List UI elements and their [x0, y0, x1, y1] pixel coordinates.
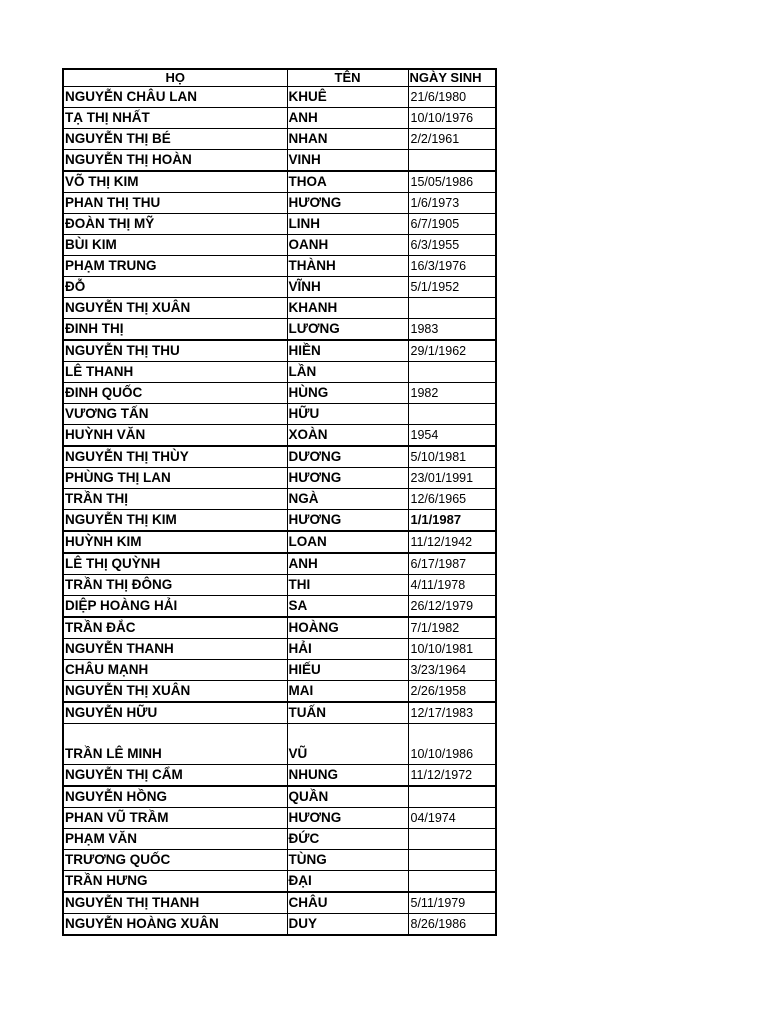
cell-ngay-sinh[interactable]: 6/17/1987 — [408, 553, 496, 575]
cell-ngay-sinh[interactable]: 2/2/1961 — [408, 129, 496, 150]
cell-ngay-sinh[interactable]: 1/1/1987 — [408, 510, 496, 532]
cell-ho[interactable]: ĐỖ — [63, 277, 287, 298]
cell-ten[interactable]: VŨ — [287, 724, 408, 765]
cell-ngay-sinh[interactable] — [408, 786, 496, 808]
table-row — [63, 681, 496, 703]
cell-ngay-sinh[interactable]: 1983 — [408, 319, 496, 341]
cell-ngay-sinh[interactable]: 29/1/1962 — [408, 340, 496, 362]
cell-ten[interactable]: LƯƠNG — [287, 319, 408, 341]
cell-ngay-sinh[interactable]: 1982 — [408, 383, 496, 404]
cell-ten[interactable]: QUẦN — [287, 786, 408, 808]
cell-ten[interactable]: MAI — [287, 681, 408, 703]
cell-ho[interactable]: ĐINH THỊ — [63, 319, 287, 341]
cell-ten[interactable]: LOAN — [287, 531, 408, 553]
table-row — [63, 786, 496, 808]
cell-ho[interactable]: LÊ THỊ QUỲNH — [63, 553, 287, 575]
cell-ho[interactable]: NGUYỄN HỮU — [63, 702, 287, 724]
table-row — [63, 235, 496, 256]
cell-ten[interactable]: HƯƠNG — [287, 193, 408, 214]
table-row — [63, 150, 496, 172]
table-row — [63, 660, 496, 681]
cell-ngay-sinh[interactable]: 10/10/1986 — [408, 724, 496, 765]
cell-ten[interactable]: NHAN — [287, 129, 408, 150]
cell-ho[interactable]: NGUYỄN THỊ KIM — [63, 510, 287, 532]
cell-ngay-sinh[interactable]: 15/05/1986 — [408, 171, 496, 193]
table-row — [63, 171, 496, 193]
cell-ngay-sinh[interactable]: 7/1/1982 — [408, 617, 496, 639]
table-row — [63, 829, 496, 850]
cell-ten[interactable]: ĐỨC — [287, 829, 408, 850]
cell-ngay-sinh[interactable]: 04/1974 — [408, 808, 496, 829]
cell-ten[interactable]: DUY — [287, 914, 408, 936]
cell-ngay-sinh[interactable]: 11/12/1972 — [408, 765, 496, 787]
cell-ten[interactable]: THOA — [287, 171, 408, 193]
cell-ngay-sinh[interactable] — [408, 298, 496, 319]
cell-ten[interactable]: HÙNG — [287, 383, 408, 404]
cell-ten[interactable]: LẦN — [287, 362, 408, 383]
cell-ngay-sinh[interactable] — [408, 829, 496, 850]
table-row — [63, 914, 496, 936]
cell-ho[interactable]: PHẠM TRUNG — [63, 256, 287, 277]
cell-ten[interactable]: DƯƠNG — [287, 446, 408, 468]
table-row — [63, 87, 496, 108]
table-row — [63, 510, 496, 532]
cell-ho[interactable]: NGUYỄN THỊ XUÂN — [63, 298, 287, 319]
table-row — [63, 214, 496, 235]
cell-ten[interactable]: KHUÊ — [287, 87, 408, 108]
table-row — [63, 724, 496, 765]
cell-ngay-sinh[interactable]: 11/12/1942 — [408, 531, 496, 553]
table-row — [63, 108, 496, 129]
table-row — [63, 468, 496, 489]
cell-ngay-sinh[interactable]: 10/10/1981 — [408, 639, 496, 660]
table-row — [63, 425, 496, 447]
cell-ten[interactable]: XOÀN — [287, 425, 408, 447]
cell-ngay-sinh[interactable]: 2/26/1958 — [408, 681, 496, 703]
cell-ten[interactable]: HƯƠNG — [287, 510, 408, 532]
cell-ten[interactable]: LINH — [287, 214, 408, 235]
cell-ho[interactable]: LÊ THANH — [63, 362, 287, 383]
cell-ngay-sinh[interactable]: 5/1/1952 — [408, 277, 496, 298]
cell-ho[interactable]: PHAN THỊ THU — [63, 193, 287, 214]
cell-ho[interactable]: VÕ THỊ KIM — [63, 171, 287, 193]
cell-ho[interactable]: NGUYỄN CHÂU LAN — [63, 87, 287, 108]
table-row — [63, 531, 496, 553]
cell-ten[interactable]: ANH — [287, 108, 408, 129]
cell-ho[interactable]: TRẦN LÊ MINH — [63, 724, 287, 765]
cell-ho[interactable]: BÙI KIM — [63, 235, 287, 256]
table-row — [63, 404, 496, 425]
cell-ho[interactable]: NGUYỄN HOÀNG XUÂN — [63, 914, 287, 936]
table-row — [63, 298, 496, 319]
cell-ten[interactable]: THÀNH — [287, 256, 408, 277]
cell-ho[interactable]: TRẦN THỊ — [63, 489, 287, 510]
cell-ho[interactable]: ĐOÀN THỊ MỸ — [63, 214, 287, 235]
cell-ngay-sinh[interactable] — [408, 404, 496, 425]
cell-ten[interactable]: NGÀ — [287, 489, 408, 510]
cell-ngay-sinh[interactable]: 5/11/1979 — [408, 892, 496, 914]
cell-ngay-sinh[interactable]: 4/11/1978 — [408, 575, 496, 596]
cell-ten[interactable]: CHÂU — [287, 892, 408, 914]
cell-ho[interactable]: NGUYỄN THỊ XUÂN — [63, 681, 287, 703]
cell-ten[interactable]: NHUNG — [287, 765, 408, 787]
cell-ngay-sinh[interactable]: 21/6/1980 — [408, 87, 496, 108]
table-row — [63, 575, 496, 596]
table-row — [63, 553, 496, 575]
cell-ten[interactable]: TÙNG — [287, 850, 408, 871]
cell-ten[interactable]: HOÀNG — [287, 617, 408, 639]
cell-ho[interactable]: PHÙNG THỊ LAN — [63, 468, 287, 489]
table-row — [63, 277, 496, 298]
cell-ten[interactable]: VĨNH — [287, 277, 408, 298]
table-row — [63, 193, 496, 214]
header-ho[interactable]: HỌ — [63, 69, 287, 87]
cell-ngay-sinh[interactable]: 1954 — [408, 425, 496, 447]
cell-ten[interactable]: HIỀN — [287, 340, 408, 362]
header-ten[interactable]: TÊN — [287, 69, 408, 87]
table-row — [63, 383, 496, 404]
cell-ten[interactable]: HƯƠNG — [287, 808, 408, 829]
cell-ho[interactable]: PHẠM VĂN — [63, 829, 287, 850]
cell-ngay-sinh[interactable]: 16/3/1976 — [408, 256, 496, 277]
header-row — [63, 69, 496, 87]
cell-ho[interactable]: TRẦN HƯNG — [63, 871, 287, 893]
cell-ngay-sinh[interactable]: 6/3/1955 — [408, 235, 496, 256]
table-row — [63, 129, 496, 150]
cell-ngay-sinh[interactable] — [408, 362, 496, 383]
table-row — [63, 319, 496, 341]
table-row — [63, 702, 496, 724]
cell-ngay-sinh[interactable]: 8/26/1986 — [408, 914, 496, 936]
cell-ten[interactable]: TUẤN — [287, 702, 408, 724]
cell-ten[interactable]: HỮU — [287, 404, 408, 425]
cell-ngay-sinh[interactable]: 1/6/1973 — [408, 193, 496, 214]
cell-ho[interactable]: NGUYỄN THỊ HOÀN — [63, 150, 287, 172]
cell-ten[interactable]: HIẾU — [287, 660, 408, 681]
cell-ho[interactable]: NGUYỄN THỊ BÉ — [63, 129, 287, 150]
cell-ho[interactable]: TRẦN THỊ ĐÔNG — [63, 575, 287, 596]
cell-ho[interactable]: CHÂU MẠNH — [63, 660, 287, 681]
cell-ngay-sinh[interactable]: 10/10/1976 — [408, 108, 496, 129]
table-row — [63, 596, 496, 618]
table-row — [63, 850, 496, 871]
table-row — [63, 871, 496, 893]
table-row — [63, 639, 496, 660]
table-row — [63, 362, 496, 383]
cell-ho[interactable]: NGUYỄN THỊ THANH — [63, 892, 287, 914]
cell-ten[interactable]: ANH — [287, 553, 408, 575]
cell-ho[interactable]: NGUYỄN THỊ CẨM — [63, 765, 287, 787]
cell-ho[interactable]: VƯƠNG TẤN — [63, 404, 287, 425]
cell-ho[interactable]: PHAN VŨ TRẦM — [63, 808, 287, 829]
cell-ngay-sinh[interactable]: 12/17/1983 — [408, 702, 496, 724]
cell-ho[interactable]: HUỲNH KIM — [63, 531, 287, 553]
cell-ngay-sinh[interactable] — [408, 150, 496, 172]
cell-ngay-sinh[interactable]: 6/7/1905 — [408, 214, 496, 235]
table-row — [63, 765, 496, 787]
cell-ngay-sinh[interactable]: 23/01/1991 — [408, 468, 496, 489]
name-table — [62, 68, 497, 936]
table-body — [63, 87, 496, 936]
table-row — [63, 617, 496, 639]
cell-ho[interactable]: HUỲNH VĂN — [63, 425, 287, 447]
cell-ho[interactable]: NGUYỄN HỒNG — [63, 786, 287, 808]
cell-ho[interactable]: DIỆP HOÀNG HẢI — [63, 596, 287, 618]
cell-ten[interactable]: ĐẠI — [287, 871, 408, 893]
cell-ten[interactable]: SA — [287, 596, 408, 618]
table-row — [63, 256, 496, 277]
cell-ten[interactable]: HƯƠNG — [287, 468, 408, 489]
cell-ho[interactable]: TẠ THỊ NHẤT — [63, 108, 287, 129]
cell-ten[interactable]: THI — [287, 575, 408, 596]
cell-ten[interactable]: KHANH — [287, 298, 408, 319]
cell-ngay-sinh[interactable]: 5/10/1981 — [408, 446, 496, 468]
cell-ten[interactable]: VINH — [287, 150, 408, 172]
cell-ngay-sinh[interactable]: 26/12/1979 — [408, 596, 496, 618]
cell-ho[interactable]: NGUYỄN THANH — [63, 639, 287, 660]
cell-ngay-sinh[interactable]: 12/6/1965 — [408, 489, 496, 510]
cell-ngay-sinh[interactable] — [408, 871, 496, 893]
cell-ten[interactable]: HẢI — [287, 639, 408, 660]
cell-ho[interactable]: ĐINH QUỐC — [63, 383, 287, 404]
table-row — [63, 489, 496, 510]
cell-ho[interactable]: TRẦN ĐẮC — [63, 617, 287, 639]
cell-ten[interactable]: OANH — [287, 235, 408, 256]
table-row — [63, 340, 496, 362]
table-row — [63, 892, 496, 914]
table-row — [63, 446, 496, 468]
cell-ngay-sinh[interactable]: 3/23/1964 — [408, 660, 496, 681]
cell-ngay-sinh[interactable] — [408, 850, 496, 871]
table-row — [63, 808, 496, 829]
header-ngay-sinh[interactable]: NGÀY SINH — [408, 69, 496, 87]
cell-ho[interactable]: TRƯƠNG QUỐC — [63, 850, 287, 871]
cell-ho[interactable]: NGUYỄN THỊ THÙY — [63, 446, 287, 468]
cell-ho[interactable]: NGUYỄN THỊ THU — [63, 340, 287, 362]
